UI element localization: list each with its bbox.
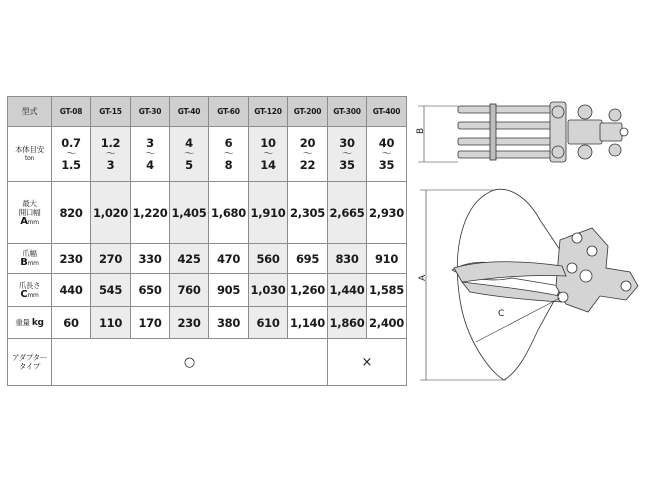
model-header: GT-200	[288, 97, 328, 127]
tonnage-cell: 4 ～ 5	[170, 127, 209, 182]
claw-width-cell: 470	[209, 244, 249, 274]
tonnage-cell: 30 ～ 35	[328, 127, 367, 182]
adapter-row	[8, 339, 407, 386]
weight-cell: 610	[249, 307, 288, 339]
claw-length-cell: 1,585	[367, 274, 407, 307]
dimension-c-label: C	[498, 309, 505, 319]
dimension-a-label: A	[418, 274, 428, 281]
claw-length-label: 爪長さ Cmm	[8, 274, 52, 307]
weight-label: 重量 kg	[8, 307, 52, 339]
opening-cell: 1,910	[249, 182, 288, 244]
header-row	[8, 97, 407, 127]
claw-width-cell: 270	[91, 244, 131, 274]
model-header: GT-400	[367, 97, 407, 127]
weight-cell: 170	[131, 307, 170, 339]
weight-cell: 1,860	[328, 307, 367, 339]
weight-cell: 2,400	[367, 307, 407, 339]
weight-cell: 60	[52, 307, 91, 339]
model-header: GT-300	[328, 97, 367, 127]
claw-length-cell: 545	[91, 274, 131, 307]
header-label: 型式	[8, 97, 52, 127]
adapter-available-cell: ○	[52, 339, 328, 386]
claw-length-row	[8, 274, 407, 307]
claw-width-cell: 330	[131, 244, 170, 274]
weight-cell: 110	[91, 307, 131, 339]
claw-width-row	[8, 244, 407, 274]
spec-table	[7, 96, 407, 386]
tonnage-cell: 6 ～ 8	[209, 127, 249, 182]
model-header: GT-08	[52, 97, 91, 127]
dimension-a	[420, 190, 506, 380]
claw-width-cell: 425	[170, 244, 209, 274]
model-header: GT-15	[91, 97, 131, 127]
dimension-b-label: B	[416, 127, 426, 134]
model-header: GT-30	[131, 97, 170, 127]
model-header: GT-120	[249, 97, 288, 127]
claw-width-cell: 230	[52, 244, 91, 274]
claw-length-cell: 1,030	[249, 274, 288, 307]
claw-length-cell: 905	[209, 274, 249, 307]
opening-cell: 2,930	[367, 182, 407, 244]
opening-cell: 1,020	[91, 182, 131, 244]
adapter-unavailable-cell: ×	[328, 339, 407, 386]
claw-length-cell: 650	[131, 274, 170, 307]
weight-cell: 380	[209, 307, 249, 339]
tonnage-cell: 3 ～ 4	[131, 127, 170, 182]
weight-cell: 230	[170, 307, 209, 339]
opening-cell: 1,220	[131, 182, 170, 244]
tonnage-cell: 20 ～ 22	[288, 127, 328, 182]
opening-label: 最大 開口幅 Amm	[8, 182, 52, 244]
opening-row	[8, 182, 407, 244]
tonnage-cell: 40 ～ 35	[367, 127, 407, 182]
claw-width-cell: 910	[367, 244, 407, 274]
opening-cell: 1,680	[209, 182, 249, 244]
weight-row	[8, 307, 407, 339]
claw-width-label: 爪幅 Bmm	[8, 244, 52, 274]
weight-cell: 1,140	[288, 307, 328, 339]
tonnage-cell: 10 ～ 14	[249, 127, 288, 182]
claw-length-cell: 1,260	[288, 274, 328, 307]
tonnage-label: 本体目安 ton	[8, 127, 52, 182]
model-header: GT-60	[209, 97, 249, 127]
opening-cell: 1,405	[170, 182, 209, 244]
opening-cell: 820	[52, 182, 91, 244]
claw-width-cell: 830	[328, 244, 367, 274]
claw-length-cell: 760	[170, 274, 209, 307]
grapple-diagrams	[410, 90, 652, 390]
opening-cell: 2,665	[328, 182, 367, 244]
adapter-label: アダプター タイプ	[8, 339, 52, 386]
opening-cell: 2,305	[288, 182, 328, 244]
tonnage-row	[8, 127, 407, 182]
tonnage-cell: 1.2 ～ 3	[91, 127, 131, 182]
grapple-top-view	[458, 102, 628, 162]
claw-length-cell: 440	[52, 274, 91, 307]
grapple-side-view	[452, 189, 638, 380]
model-header: GT-40	[170, 97, 209, 127]
claw-width-cell: 695	[288, 244, 328, 274]
claw-length-cell: 1,440	[328, 274, 367, 307]
claw-width-cell: 560	[249, 244, 288, 274]
dimension-c	[476, 298, 560, 342]
tonnage-cell: 0.7 ～ 1.5	[52, 127, 91, 182]
